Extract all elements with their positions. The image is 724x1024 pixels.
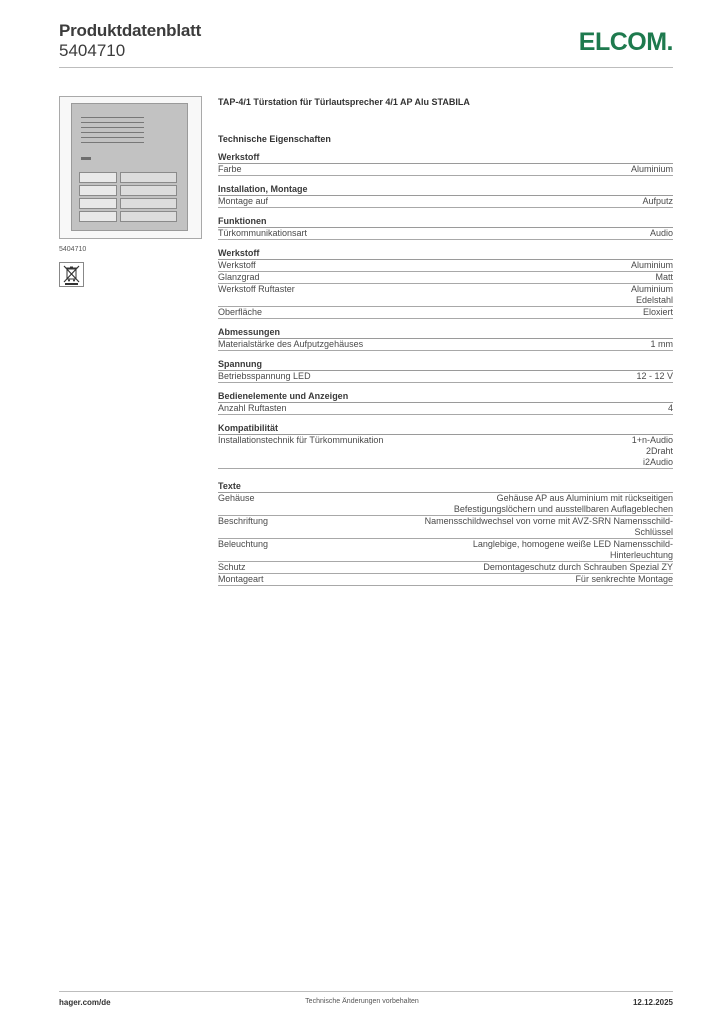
header-divider: [59, 67, 673, 68]
spec-label: Oberfläche: [218, 307, 263, 317]
text-label: Gehäuse: [218, 493, 255, 503]
spec-row: [218, 164, 673, 176]
nameplate: [79, 198, 117, 209]
group-title: Werkstoff: [218, 152, 673, 164]
spec-value: Audio: [649, 228, 673, 238]
spec-group: [218, 391, 673, 415]
text-label: Beschriftung: [218, 516, 269, 526]
spec-content: [218, 97, 673, 586]
call-button: [120, 172, 177, 183]
text-label: Montageart: [218, 574, 264, 584]
text-row: [218, 562, 673, 574]
text-value: Für senkrechte Montage: [575, 574, 673, 584]
spec-value: Aufputz: [642, 196, 673, 206]
spec-label: Anzahl Ruftasten: [218, 403, 287, 413]
group-title: Kompatibilität: [218, 423, 673, 435]
nameplate: [79, 211, 117, 222]
spec-value: 1+n-Audio 2Draht i2Audio: [631, 435, 673, 467]
product-title: TAP-4/1 Türstation für Türlautsprecher 4/1 AP Alu STABILA: [218, 97, 470, 107]
spec-group: [218, 359, 673, 383]
spec-label: Werkstoff Ruftaster: [218, 284, 295, 294]
section-heading: Technische Eigenschaften: [218, 134, 331, 144]
footer-website-link[interactable]: hager.com/de: [59, 998, 111, 1007]
text-row: [218, 574, 673, 586]
text-row: [218, 516, 673, 539]
group-title: Spannung: [218, 359, 673, 371]
page-header: [59, 21, 673, 71]
spec-value: 12 - 12 V: [636, 371, 673, 381]
spec-value: Aluminium: [630, 260, 673, 270]
spec-value: Aluminium Edelstahl: [630, 284, 673, 305]
text-row: [218, 493, 673, 516]
spec-value: Eloxiert: [642, 307, 673, 317]
text-label: Schutz: [218, 562, 246, 572]
spec-group: [218, 152, 673, 176]
spec-value: 4: [667, 403, 673, 413]
spec-value: Matt: [655, 272, 673, 282]
document-number: 5404710: [59, 41, 126, 60]
text-value: Namensschildwechsel von vorne mit AVZ-SRN Namensschild- Schlüssel: [424, 516, 673, 537]
spec-group: [218, 184, 673, 208]
spec-row: [218, 403, 673, 415]
door-station-photo: [59, 96, 202, 239]
group-title: Bedienelemente und Anzeigen: [218, 391, 673, 403]
call-button: [120, 198, 177, 209]
footer-divider: [59, 991, 673, 992]
spec-label: Türkommunikationsart: [218, 228, 308, 238]
spec-label: Betriebsspannung LED: [218, 371, 311, 381]
photo-caption: 5404710: [59, 246, 87, 253]
group-title: Texte: [218, 481, 673, 493]
door-station-panel: [71, 103, 188, 231]
spec-label: Montage auf: [218, 196, 269, 206]
spec-row: [218, 435, 673, 469]
spec-row: [218, 272, 673, 284]
document-title: Produktdatenblatt: [59, 21, 202, 40]
spec-label: Werkstoff: [218, 260, 256, 270]
footer-date: 12.12.2025: [632, 998, 673, 1007]
spec-label: Materialstärke des Aufputzgehäuses: [218, 339, 364, 349]
group-title: Abmessungen: [218, 327, 673, 339]
text-label: Beleuchtung: [218, 539, 269, 549]
spec-label: Glanzgrad: [218, 272, 260, 282]
call-button: [120, 185, 177, 196]
spec-label: Installationstechnik für Türkommunikation: [218, 435, 384, 445]
spec-row: [218, 339, 673, 351]
text-value: Gehäuse AP aus Aluminium mit rückseitigen Befestigungslöchern und ausstellbaren Auflageblechen: [453, 493, 673, 514]
texte-group: [218, 481, 673, 586]
brand-logo: ELCOM.: [578, 28, 673, 56]
text-value: Demontageschutz durch Schrauben Spezial ZY: [483, 562, 673, 572]
footer-disclaimer: Technische Änderungen vorbehalten: [305, 998, 419, 1005]
spec-label: Farbe: [218, 164, 242, 174]
spec-row: [218, 371, 673, 383]
spec-row: [218, 284, 673, 307]
led-indicator: [81, 157, 91, 160]
spec-row: [218, 307, 673, 319]
group-title: Werkstoff: [218, 248, 673, 260]
spec-group: [218, 216, 673, 240]
spec-value: Aluminium: [630, 164, 673, 174]
nameplate: [79, 185, 117, 196]
spec-group: [218, 423, 673, 469]
nameplate: [79, 172, 117, 183]
spec-group: [218, 248, 673, 319]
spec-value: 1 mm: [650, 339, 673, 349]
crossed-bin-icon: [59, 262, 84, 287]
group-title: Installation, Montage: [218, 184, 673, 196]
spec-row: [218, 228, 673, 240]
call-button: [120, 211, 177, 222]
spec-row: [218, 260, 673, 272]
text-row: [218, 539, 673, 562]
text-value: Langlebige, homogene weiße LED Namensschild- Hinterleuchtung: [472, 539, 673, 560]
speaker-grille: [81, 117, 144, 147]
group-title: Funktionen: [218, 216, 673, 228]
spec-row: [218, 196, 673, 208]
spec-group: [218, 327, 673, 351]
